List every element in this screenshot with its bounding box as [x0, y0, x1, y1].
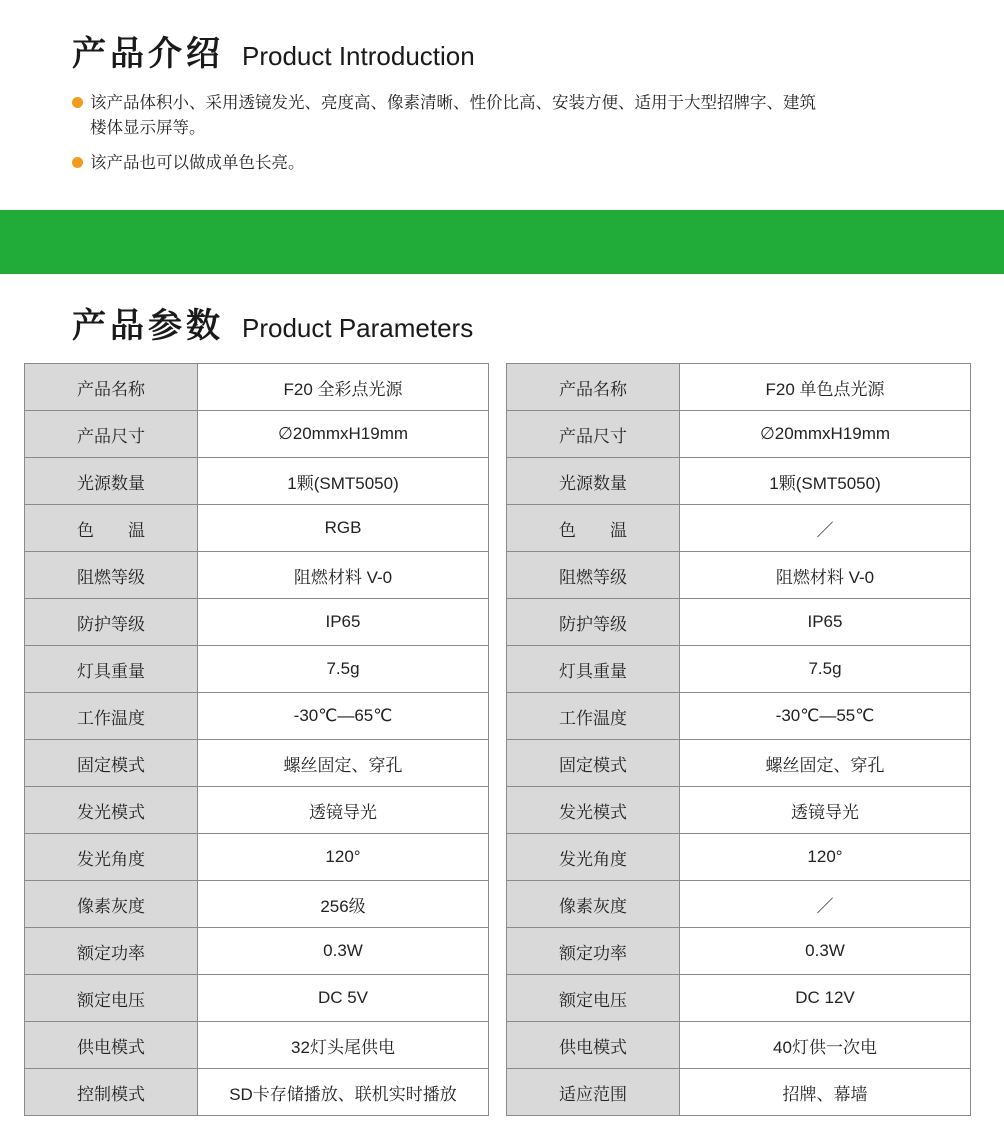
- table-row: [25, 552, 489, 599]
- table-row: [25, 599, 489, 646]
- table-row: [507, 928, 971, 975]
- param-value: 120°: [680, 834, 971, 881]
- table-row: [507, 411, 971, 458]
- param-value: 0.3W: [680, 928, 971, 975]
- param-label: 色 温: [507, 505, 680, 552]
- param-label: 额定功率: [507, 928, 680, 975]
- param-value: 招牌、幕墙: [680, 1069, 971, 1116]
- param-label: 发光角度: [507, 834, 680, 881]
- param-label: 灯具重量: [507, 646, 680, 693]
- param-label: 色 温: [25, 505, 198, 552]
- param-label: 产品名称: [507, 364, 680, 411]
- param-value: 7.5g: [198, 646, 489, 693]
- table-row: [507, 693, 971, 740]
- table-row: [25, 834, 489, 881]
- param-label: 发光模式: [507, 787, 680, 834]
- intro-bullet-text: 该产品体积小、采用透镜发光、亮度高、像素清晰、性价比高、安装方便、适用于大型招牌字、建筑楼体显示屏等。: [90, 93, 816, 137]
- intro-heading: [72, 26, 475, 75]
- table-row: [25, 740, 489, 787]
- table-row: [507, 364, 971, 411]
- param-value: 1颗(SMT5050): [680, 458, 971, 505]
- param-value: DC 12V: [680, 975, 971, 1022]
- param-label: 产品尺寸: [25, 411, 198, 458]
- table-row: [25, 364, 489, 411]
- intro-bullet-text: 该产品也可以做成单色长亮。: [90, 153, 305, 172]
- green-divider-band: [0, 210, 1004, 274]
- param-label: 固定模式: [507, 740, 680, 787]
- table-row: [507, 599, 971, 646]
- param-label: 适应范围: [507, 1069, 680, 1116]
- param-value: 阻燃材料 V-0: [198, 552, 489, 599]
- bullet-dot-icon: [72, 157, 83, 168]
- table-row: [25, 975, 489, 1022]
- param-label: 阻燃等级: [25, 552, 198, 599]
- intro-bullet-list: [72, 90, 832, 185]
- table-row: [507, 1069, 971, 1116]
- param-value: 螺丝固定、穿孔: [198, 740, 489, 787]
- param-label: 供电模式: [25, 1022, 198, 1069]
- intro-title-en: Product Introduction: [242, 41, 475, 71]
- table-row: [507, 646, 971, 693]
- table-row: [507, 881, 971, 928]
- param-label: 阻燃等级: [507, 552, 680, 599]
- param-value: IP65: [680, 599, 971, 646]
- param-label: 额定电压: [507, 975, 680, 1022]
- param-value: 透镜导光: [680, 787, 971, 834]
- params-title-cn: 产品参数: [72, 306, 224, 346]
- param-label: 产品尺寸: [507, 411, 680, 458]
- param-value: -30℃—65℃: [198, 693, 489, 740]
- table-row: [507, 787, 971, 834]
- param-label: 固定模式: [25, 740, 198, 787]
- param-value: 1颗(SMT5050): [198, 458, 489, 505]
- table-row: [507, 552, 971, 599]
- table-row: [25, 458, 489, 505]
- param-label: 发光角度: [25, 834, 198, 881]
- param-value: 阻燃材料 V-0: [680, 552, 971, 599]
- param-value: SD卡存储播放、联机实时播放: [198, 1069, 489, 1116]
- param-label: 防护等级: [507, 599, 680, 646]
- table-row: [25, 646, 489, 693]
- param-label: 像素灰度: [507, 881, 680, 928]
- params-heading: [72, 298, 473, 347]
- param-value: 256级: [198, 881, 489, 928]
- params-title-en: Product Parameters: [242, 313, 474, 343]
- param-value: IP65: [198, 599, 489, 646]
- param-label: 像素灰度: [25, 881, 198, 928]
- param-label: 控制模式: [25, 1069, 198, 1116]
- table-row: [507, 1022, 971, 1069]
- param-value: 120°: [198, 834, 489, 881]
- intro-bullet-item: [72, 150, 832, 175]
- intro-bullet-item: [72, 90, 832, 140]
- param-value: 螺丝固定、穿孔: [680, 740, 971, 787]
- table-row: [25, 693, 489, 740]
- param-label: 发光模式: [25, 787, 198, 834]
- param-value: RGB: [198, 505, 489, 552]
- param-value: F20 全彩点光源: [198, 364, 489, 411]
- param-value: ∅20mmxH19mm: [198, 411, 489, 458]
- param-value: 0.3W: [198, 928, 489, 975]
- param-value: 32灯头尾供电: [198, 1022, 489, 1069]
- table-row: [507, 458, 971, 505]
- table-row: [507, 505, 971, 552]
- table-row: [25, 881, 489, 928]
- param-label: 光源数量: [507, 458, 680, 505]
- table-row: [25, 411, 489, 458]
- param-label: 工作温度: [25, 693, 198, 740]
- param-value: -30℃—55℃: [680, 693, 971, 740]
- param-value: ／: [680, 505, 971, 552]
- param-label: 供电模式: [507, 1022, 680, 1069]
- param-value: ∅20mmxH19mm: [680, 411, 971, 458]
- table-row: [25, 1069, 489, 1116]
- table-row: [507, 975, 971, 1022]
- param-label: 额定功率: [25, 928, 198, 975]
- params-table-full-color: [24, 363, 489, 1116]
- intro-title-cn: 产品介绍: [72, 34, 224, 74]
- param-label: 光源数量: [25, 458, 198, 505]
- param-value: 40灯供一次电: [680, 1022, 971, 1069]
- table-row: [507, 740, 971, 787]
- param-value: DC 5V: [198, 975, 489, 1022]
- param-value: F20 单色点光源: [680, 364, 971, 411]
- param-label: 额定电压: [25, 975, 198, 1022]
- table-row: [25, 505, 489, 552]
- param-label: 防护等级: [25, 599, 198, 646]
- param-value: 透镜导光: [198, 787, 489, 834]
- table-row: [507, 834, 971, 881]
- table-row: [25, 787, 489, 834]
- params-table-single-color: [506, 363, 971, 1116]
- table-row: [25, 928, 489, 975]
- param-label: 工作温度: [507, 693, 680, 740]
- param-label: 产品名称: [25, 364, 198, 411]
- param-value: 7.5g: [680, 646, 971, 693]
- bullet-dot-icon: [72, 97, 83, 108]
- param-label: 灯具重量: [25, 646, 198, 693]
- param-value: ／: [680, 881, 971, 928]
- table-row: [25, 1022, 489, 1069]
